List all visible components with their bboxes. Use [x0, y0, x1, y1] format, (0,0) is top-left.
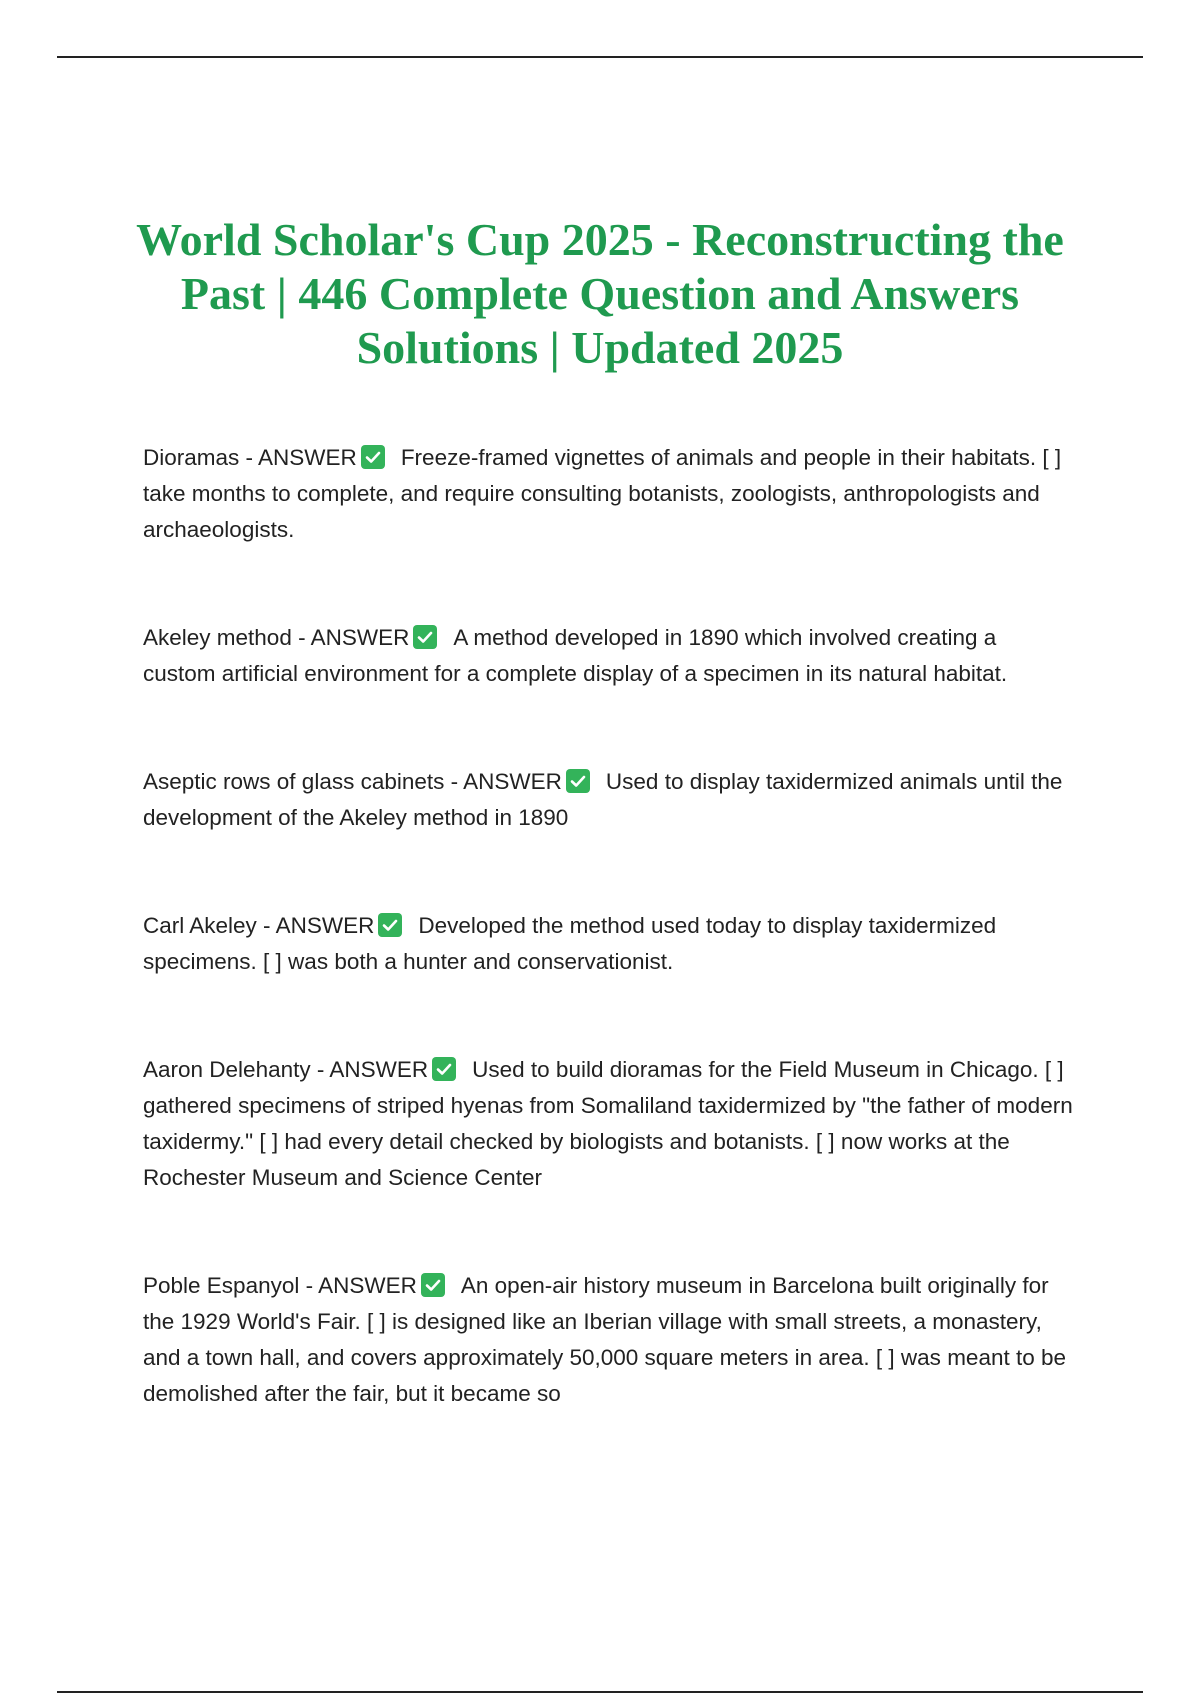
top-rule: [57, 56, 1143, 58]
entry-term: Dioramas: [143, 445, 240, 470]
check-box-icon: [421, 1273, 445, 1297]
check-box-icon: [432, 1057, 456, 1081]
answer-marker: ANSWER: [463, 769, 562, 794]
qa-entry: Aaron Delehanty - ANSWER Used to build dioramas for the Field Museum in Chicago. [ ] gathered specimens of striped hyenas from Somaliland taxidermized by "the father of modern taxidermy." [ ] had every detail checked by biologists and botanists. [ ] now works at the Rochester Museum and Science Center: [143, 1057, 1073, 1190]
answer-marker: ANSWER: [310, 625, 410, 650]
entry-definition: Freeze-framed vignettes of animals and people in their habitats. [ ] take months to complete, and require consulting botanists, zoologists, anthropologists and archaeologists.: [143, 445, 1062, 542]
entry-term: Akeley method: [143, 625, 292, 650]
answer-marker: ANSWER: [275, 913, 375, 938]
check-box-icon: [413, 625, 437, 649]
bottom-rule: [57, 1691, 1143, 1693]
answer-marker: ANSWER: [329, 1057, 429, 1082]
qa-list: [143, 440, 1073, 1412]
qa-entry: Dioramas - ANSWER Freeze-framed vignettes of animals and people in their habitats. [ ] take months to complete, and require consulting botanists, zoologists, anthropologists and archaeologists.: [143, 445, 1062, 542]
check-box-icon: [566, 769, 590, 793]
qa-entry: Akeley method - ANSWER A method developed in 1890 which involved creating a custom artificial environment for a complete display of a specimen in its natural habitat.: [143, 625, 1008, 686]
entry-term: Aseptic rows of glass cabinets: [143, 769, 445, 794]
entry-definition: Developed the method used today to display taxidermized specimens. [ ] was both a hunter and conservationist.: [143, 913, 997, 974]
answer-marker: ANSWER: [258, 445, 357, 470]
entry-definition: A method developed in 1890 which involved creating a custom artificial environment for a complete display of a specimen in its natural habitat.: [143, 625, 1008, 686]
qa-entry: Aseptic rows of glass cabinets - ANSWER Used to display taxidermized animals until the development of the Akeley method in 1890: [143, 769, 1063, 830]
answer-marker: ANSWER: [318, 1273, 417, 1298]
qa-entry: Poble Espanyol - ANSWER An open-air history museum in Barcelona built originally for the 1929 World's Fair. [ ] is designed like an Iberian village with small streets, a monastery, and a town hall, and covers approximately 50,000 square meters in area. [ ] was meant to be demolished after the fair, but it became so: [143, 1273, 1067, 1406]
entry-definition: Used to display taxidermized animals until the development of the Akeley method in 1890: [143, 769, 1063, 830]
qa-entry: Carl Akeley - ANSWER Developed the method used today to display taxidermized specimens. [ ] was both a hunter and conservationist.: [143, 913, 997, 974]
entry-definition: Used to build dioramas for the Field Museum in Chicago. [ ] gathered specimens of striped hyenas from Somaliland taxidermized by "the father of modern taxidermy." [ ] had every detail checked by biologists and botanists. [ ] now works at the Rochester Museum and Science Center: [143, 1057, 1073, 1190]
entry-term: Carl Akeley: [143, 913, 257, 938]
check-box-icon: [378, 913, 402, 937]
entry-definition: An open-air history museum in Barcelona built originally for the 1929 World's Fair. [ ] is designed like an Iberian village with small streets, a monastery, and a town hall, and covers approximately 50,000 square meters in area. [ ] was meant to be demolished after the fair, but it became so: [143, 1273, 1067, 1406]
entry-term: Poble Espanyol: [143, 1273, 300, 1298]
entry-term: Aaron Delehanty: [143, 1057, 311, 1082]
document-title: World Scholar's Cup 2025 - Reconstructing the Past | 446 Complete Question and Answers Solutions | Updated 2025: [136, 214, 1064, 373]
check-box-icon: [361, 445, 385, 469]
